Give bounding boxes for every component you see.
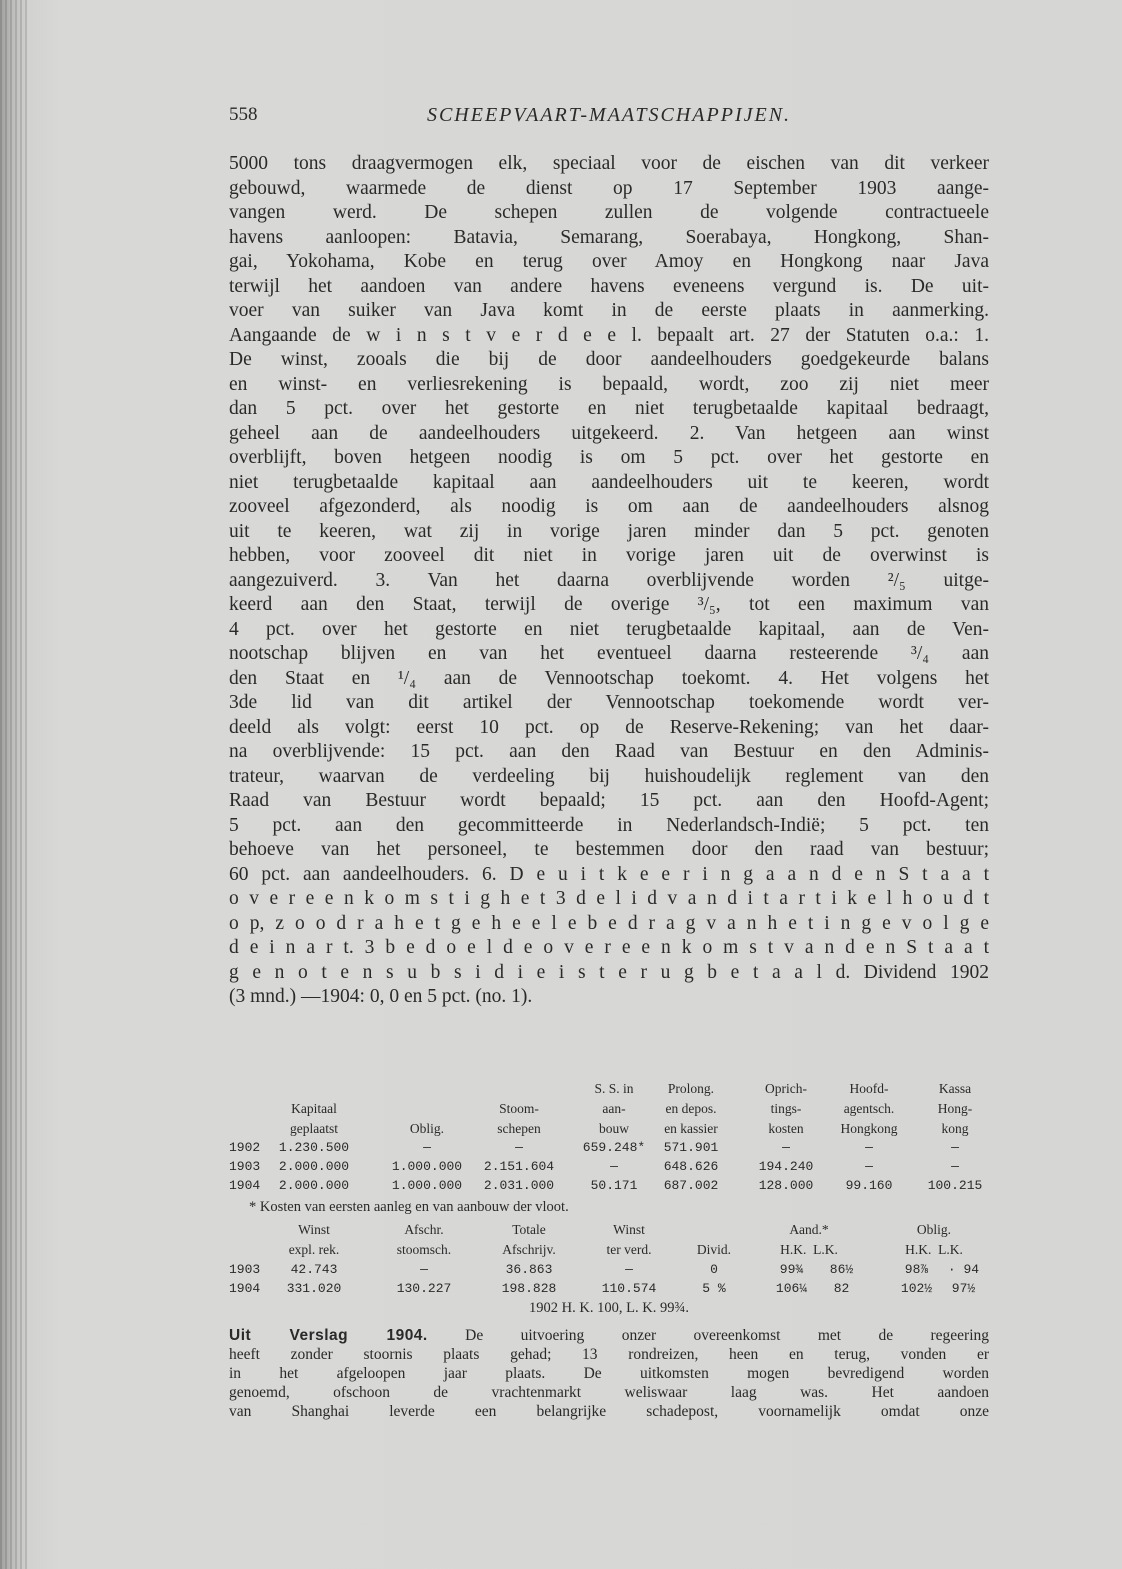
- th-winst-2: expl. rek.: [288, 1242, 340, 1257]
- table-cell: 128.000: [758, 1178, 814, 1193]
- table-cell: 198.828: [501, 1281, 557, 1296]
- table-cell: 106¼: [775, 1281, 808, 1296]
- text-line: d e i n a r t. 3 b e d o e l d e o v e r e e n k o m s t v a n d e n S t a a t: [229, 937, 989, 958]
- text-line: dan 5 pct. over het gestorte en niet terugbetaalde kapitaal bedraagt,: [229, 398, 989, 419]
- report-line: heeft zonder stoornis plaats gehad; 13 rondreizen, heen en terug, vonden er: [229, 1346, 989, 1363]
- text-line: keerd aan den Staat, terwijl de overige ³/₅, tot een maximum van: [229, 594, 989, 615]
- text-line: en winst- en verliesrekening is bepaald, wordt, zoo zij niet meer: [229, 373, 989, 395]
- text-line: behoeve van het personeel, te bestemmen door den raad van bestuur;: [229, 839, 989, 860]
- th-winst-1: Winst: [298, 1222, 330, 1237]
- th-ss-2: aan-: [602, 1101, 626, 1116]
- text-line: Raad van Bestuur wordt bepaald; 15 pct. aan den Hoofd-Agent;: [229, 790, 989, 811]
- report-line: in het afgeloopen jaar plaats. De uitkomsten mogen bevredigend worden: [229, 1365, 989, 1382]
- th-kassa-2: Hong-: [937, 1101, 973, 1116]
- text-line: Aangaande de w i n s t v e r d e e l. bepaalt art. 27 der Statuten o.a.: 1.: [229, 324, 989, 346]
- th-hoofd-3: Hongkong: [840, 1121, 898, 1136]
- table-cell: 1904: [229, 1281, 261, 1296]
- table-cell: 2.000.000: [278, 1159, 350, 1174]
- text-line: aangezuiverd. 3. Van het daarna overblijvende worden ²/₅ uitge-: [229, 569, 989, 591]
- th-stoom-1: Stoom-: [499, 1101, 539, 1116]
- running-title: SCHEEPVAART-MAATSCHAPPIJEN.: [426, 104, 792, 126]
- table-cell: 659.248*: [582, 1140, 646, 1155]
- th-afschr-1: Afschr.: [404, 1222, 444, 1237]
- table-cell: 194.240: [758, 1159, 814, 1174]
- text-line: gebouwd, waarmede de dienst op 17 September 1903 aange-: [229, 177, 989, 199]
- report-line: [229, 1326, 989, 1345]
- table-cell: 1.000.000: [391, 1159, 463, 1174]
- text-line: De winst, zooals die bij de door aandeelhouders goedgekeurde balans: [229, 349, 989, 370]
- table-cell: 36.863: [505, 1262, 553, 1277]
- table-cell: 50.171: [590, 1178, 638, 1193]
- table-cell: —: [420, 1262, 428, 1277]
- table-cell: —: [865, 1140, 873, 1155]
- text-line: (3 mnd.) —1904: 0, 0 en 5 pct. (no. 1).: [229, 986, 533, 1007]
- table-cell: 5 %: [702, 1281, 726, 1296]
- text-line: terwijl het aandoen van andere havens eveneens vergund is. De uit-: [229, 275, 989, 297]
- th-oblig2-1: Oblig.: [916, 1222, 952, 1237]
- table-cell: —: [865, 1159, 873, 1174]
- text-line: uit te keeren, wat zij in vorige jaren minder dan 5 pct. genoten: [229, 520, 989, 542]
- th-kassa-3: kong: [941, 1121, 969, 1136]
- th-totale-1: Totale: [512, 1222, 546, 1237]
- profit-table: [229, 1222, 989, 1322]
- th-stoom-2: schepen: [497, 1121, 541, 1136]
- text-line: vangen werd. De schepen zullen de volgende contractueele: [229, 202, 989, 223]
- th-winst-ver-2: ter verd.: [606, 1242, 652, 1257]
- body-paragraph: [229, 152, 989, 1010]
- text-line: niet terugbetaalde kapitaal aan aandeelhouders uit te keeren, wordt: [229, 471, 989, 493]
- text-line: na overblijvende: 15 pct. aan den Raad van Bestuur en den Adminis-: [229, 741, 989, 762]
- table-cell: 42.743: [290, 1262, 338, 1277]
- text-line: 5000 tons draagvermogen elk, speciaal voor de eischen van dit verkeer: [229, 153, 989, 174]
- table-cell: 2.031.000: [483, 1178, 555, 1193]
- th-hoofd-1: Hoofd-: [849, 1081, 889, 1096]
- table-cell: 1.230.500: [278, 1140, 350, 1155]
- th-afschr-2: stoomsch.: [396, 1242, 452, 1257]
- table-cell: 0: [710, 1262, 718, 1277]
- table-cell: · 94: [947, 1262, 980, 1277]
- table-cell: 648.626: [663, 1159, 719, 1174]
- table-cell: —: [625, 1262, 633, 1277]
- text-line: den Staat en ¹/₄ aan de Vennootschap toekomt. 4. Het volgens het: [229, 667, 989, 689]
- text-line: trateur, waarvan de verdeeling bij huishoudelijk reglement van den: [229, 765, 989, 787]
- table-cell: 687.002: [663, 1178, 719, 1193]
- table1-footnote: * Kosten van eersten aanleg en van aanbouw der vloot.: [249, 1199, 569, 1215]
- text-line: zooveel afgezonderd, als noodig is om aan de aandeelhouders alsnog: [229, 496, 989, 517]
- text-line: g e n o t e n s u b s i d i e i s t e r u g b e t a a l d. Dividend 1902: [229, 961, 989, 983]
- table-cell: 99.160: [845, 1178, 893, 1193]
- report-line: genoemd, ofschoon de vrachtenmarkt weliswaar laag was. Het aandoen: [229, 1384, 989, 1401]
- th-divid: Divid.: [696, 1242, 732, 1257]
- table-cell: —: [610, 1159, 618, 1174]
- table-cell: 102½: [900, 1281, 933, 1296]
- text-line: 4 pct. over het gestorte en niet terugbetaalde kapitaal, aan de Ven-: [229, 618, 989, 640]
- report-text: De uitvoering onzer overeenkomst met de regeering: [427, 1327, 990, 1344]
- table-cell: —: [951, 1140, 959, 1155]
- report-paragraph: [229, 1326, 989, 1421]
- table-cell: 331.020: [286, 1281, 342, 1296]
- text-line: nootschap blijven en van het eventueel daarna resteerende ³/₄ aan: [229, 643, 989, 664]
- th-aand-1: Aand.*: [789, 1222, 829, 1237]
- table-cell: 86½: [829, 1262, 854, 1277]
- table-cell: 1903: [229, 1159, 261, 1174]
- th-oprich-1: Oprich-: [765, 1081, 807, 1096]
- text-line: 60 pct. aan aandeelhouders. 6. D e u i t k e e r i n g a a n d e n S t a a t: [229, 863, 989, 885]
- table-cell: —: [782, 1140, 790, 1155]
- text-line: o p, z o o d r a h e t g e h e e l e b e d r a g v a n h e t i n g e v o l g e: [229, 912, 989, 934]
- page-header: [229, 104, 989, 134]
- th-kapitaal-2: geplaatst: [290, 1121, 338, 1136]
- table-cell: 130.227: [396, 1281, 452, 1296]
- text-line: 5 pct. aan den gecommitteerde in Nederlandsch-Indië; 5 pct. ten: [229, 814, 989, 836]
- table-cell: 97½: [951, 1281, 976, 1296]
- capital-table: [229, 1081, 989, 1216]
- th-oprich-3: kosten: [768, 1121, 804, 1136]
- th-ss-1: S. S. in: [594, 1081, 634, 1096]
- th-kapitaal-1: Kapitaal: [291, 1101, 337, 1116]
- table-cell: —: [515, 1140, 523, 1155]
- th-prolong-2: en depos.: [665, 1101, 717, 1116]
- th-prolong-3: en kassier: [664, 1121, 718, 1136]
- th-totale-2: Afschrijv.: [502, 1242, 556, 1257]
- table-cell: 1904: [229, 1178, 261, 1193]
- text-line: hebben, voor zooveel dit niet in vorige jaren uit de overwinst is: [229, 545, 989, 566]
- text-line: deeld als volgt: eerst 10 pct. op de Reserve-Rekening; van het daar-: [229, 716, 989, 738]
- th-oprich-2: tings-: [770, 1101, 802, 1116]
- th-winst-ver-1: Winst: [613, 1222, 645, 1237]
- th-kassa-1: Kassa: [938, 1081, 972, 1096]
- th-hoofd-2: agentsch.: [843, 1101, 895, 1116]
- text-line: gai, Yokohama, Kobe en terug over Amoy en Hongkong naar Java: [229, 251, 989, 272]
- text-line: voer van suiker van Java komt in de eerste plaats in aanmerking.: [229, 300, 989, 321]
- page-number: 558: [229, 104, 258, 125]
- table-cell: 571.901: [663, 1140, 719, 1155]
- table-cell: 82: [833, 1281, 850, 1296]
- table-cell: 2.000.000: [278, 1178, 350, 1193]
- text-line: geheel aan de aandeelhouders uitgekeerd. 2. Van hetgeen aan winst: [229, 422, 989, 444]
- text-line: o v e r e e n k o m s t i g h e t 3 d e l i d v a n d i t a r t i k e l h o u d t: [229, 888, 989, 909]
- table-cell: 1.000.000: [391, 1178, 463, 1193]
- th-oblig: Oblig.: [409, 1121, 445, 1136]
- text-line: havens aanloopen: Batavia, Semarang, Soerabaya, Hongkong, Shan-: [229, 226, 989, 248]
- table-cell: 98⅞: [904, 1262, 929, 1277]
- text-line: overblijft, boven hetgeen noodig is om 5 pct. over het gestorte en: [229, 447, 989, 468]
- table-cell: —: [423, 1140, 431, 1155]
- th-oblig2-2: H.K. L.K.: [905, 1242, 963, 1257]
- table-cell: 1902: [229, 1140, 261, 1155]
- table-cell: 99¾: [779, 1262, 804, 1277]
- table-cell: 2.151.604: [483, 1159, 555, 1174]
- report-lead: Uit Verslag 1904.: [229, 1327, 428, 1344]
- th-ss-3: bouw: [599, 1121, 629, 1136]
- table-cell: 1903: [229, 1262, 261, 1277]
- table-cell: 100.215: [927, 1178, 983, 1193]
- table2-footnote: 1902 H. K. 100, L. K. 99¾.: [529, 1300, 689, 1316]
- th-prolong-1: Prolong.: [667, 1081, 715, 1096]
- text-line: 3de lid van dit artikel der Vennootschap toekomende wordt ver-: [229, 692, 989, 713]
- book-binding-edge: [0, 0, 30, 1569]
- table-cell: 110.574: [601, 1281, 657, 1296]
- report-line: van Shanghai leverde een belangrijke schadepost, voornamelijk omdat onze: [229, 1403, 989, 1420]
- th-aand-2: H.K. L.K.: [780, 1242, 838, 1257]
- table-cell: —: [951, 1159, 959, 1174]
